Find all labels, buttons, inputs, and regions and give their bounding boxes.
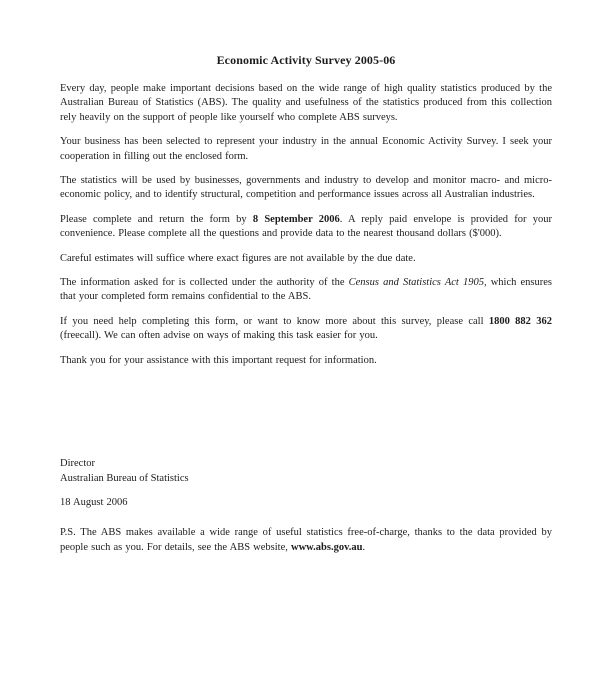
paragraph-legal-authority — [60, 276, 552, 305]
signature-block — [60, 457, 552, 486]
phone-number-text: 1800 882 362 — [488, 315, 552, 327]
text-run: (freecall). We can often advise on ways of making this task easier for you. — [60, 330, 378, 342]
paragraph-business-selected — [60, 135, 552, 164]
paragraph-statistics-usage — [60, 174, 552, 203]
paragraph-due-date — [60, 213, 552, 242]
text-run: Please complete and return the form by — [60, 213, 253, 225]
text-run: If you need help completing this form, or want to know more about this survey, please call — [60, 315, 489, 327]
text-run: The information asked for is collected under the authority of the — [60, 277, 349, 289]
postscript-paragraph — [60, 526, 552, 555]
text-run: . — [362, 541, 366, 553]
due-date-text: 8 September 2006 — [252, 213, 340, 225]
text-run: P.S. The ABS makes available a wide range of useful statistics free-of-charge, thanks to the data provided by people such as you. For details, see the ABS website, — [60, 527, 552, 553]
abs-website-text: www.abs.gov.au — [291, 541, 363, 553]
paragraph-thanks — [60, 354, 552, 368]
paragraph-estimates — [60, 252, 552, 266]
text-run: Careful estimates will suffice where exact figures are not available by the due date. — [60, 252, 416, 264]
text-run: Your business has been selected to represent your industry in the annual Economic Activity Survey. I seek your cooperation in filling out the enclosed form. — [60, 136, 552, 162]
letter-title: Economic Activity Survey 2005-06 — [216, 53, 396, 67]
paragraph-help-contact — [60, 315, 552, 344]
act-name-text: Census and Statistics Act 1905, — [348, 277, 487, 289]
paragraph-intro — [60, 82, 552, 125]
text-run: Every day, people make important decisions based on the wide range of high quality statistics produced by the Australian Bureau of Statistics (ABS). The quality and usefulness of the statistics produced from this collection rely heavily on the support of people like yourself who complete ABS surveys. — [60, 83, 552, 123]
letter-date: 18 August 2006 — [60, 496, 128, 508]
text-run: Thank you for your assistance with this important request for information. — [60, 354, 377, 366]
text-run: which ensures that your completed form remains confidential to the ABS. — [60, 277, 552, 303]
text-run: . A reply paid envelope is provided for your convenience. Please complete all the questions and provide data to the nearest thousand dollars ($'000). — [60, 213, 552, 240]
signature-role: Director — [60, 458, 95, 470]
text-run: The statistics will be used by businesses, governments and industry to develop and monitor macro- and micro-economic policy, and to identify structural, competition and performance issues across all Australian industries. — [60, 175, 552, 201]
signature-organisation: Australian Bureau of Statistics — [60, 472, 189, 484]
